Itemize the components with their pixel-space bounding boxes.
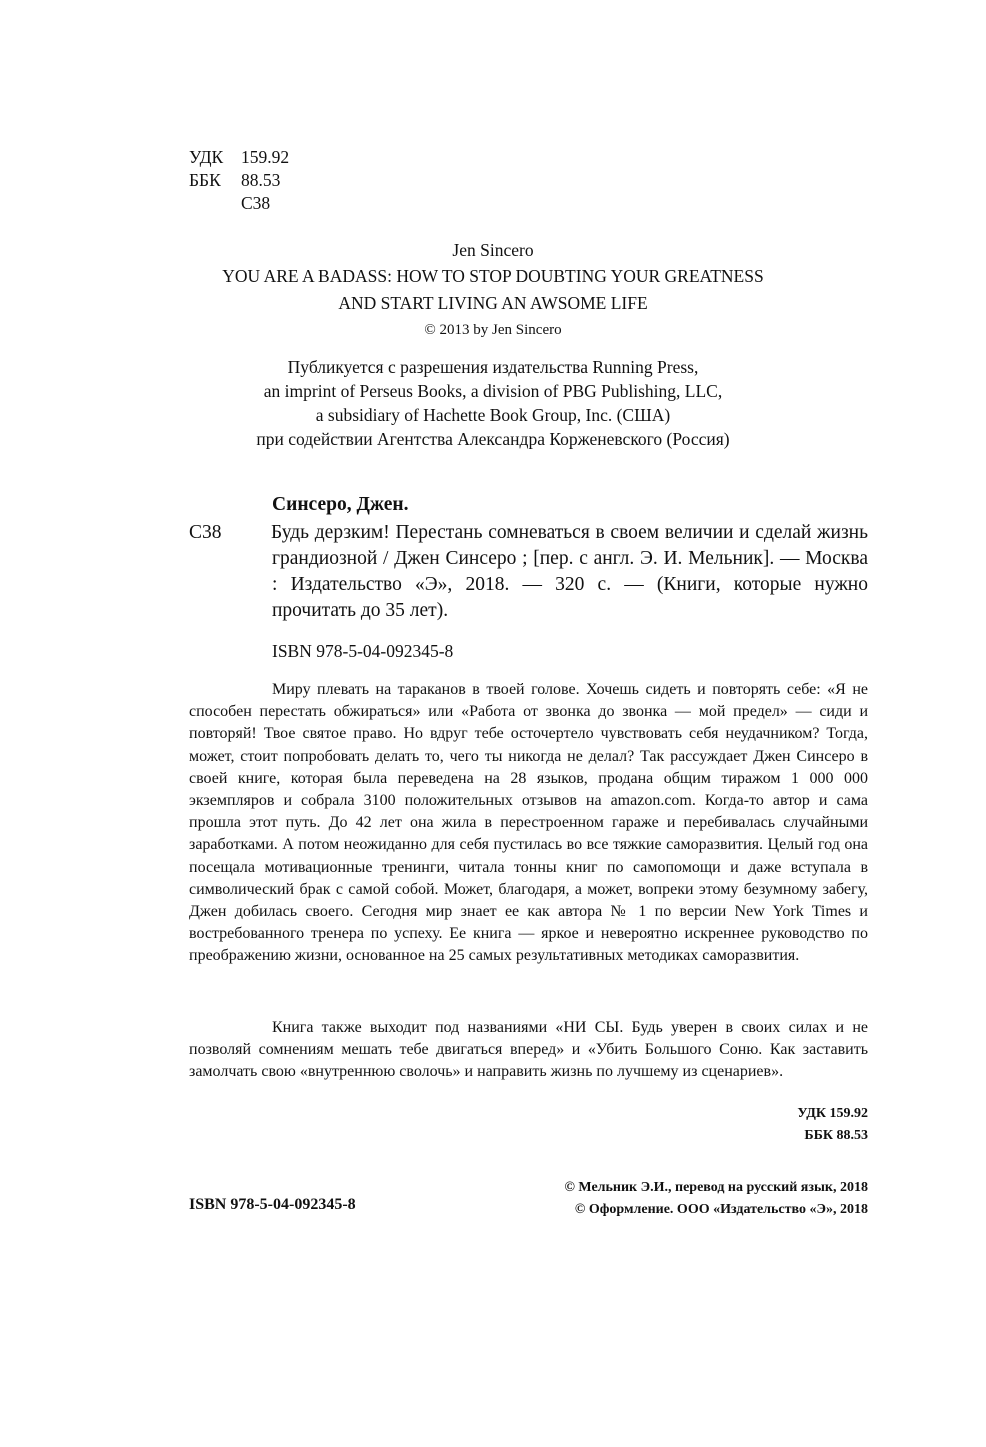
footer-bbk: ББК 88.53 (804, 1128, 868, 1143)
bbk-label: ББК (189, 170, 221, 190)
author-sign: С38 (241, 193, 271, 213)
catalog-code: С38 (189, 522, 222, 543)
classification-codes (189, 146, 289, 215)
permission-line-4: при содействии Агентства Александра Корженевского (Россия) (256, 429, 730, 449)
catalog-isbn: ISBN 978-5-04-092345-8 (272, 641, 454, 661)
original-title-line-1: YOU ARE A BADASS: HOW TO STOP DOUBTING YOUR GREATNESS (222, 266, 764, 286)
annotation-paragraph-1: Миру плевать на тараканов в твоей голове. Хочешь сидеть и повторять себе: «Я не способен перестать обжираться» или «Работа от звонка до звонка — мой предел» — сиди и повторяй! Твое святое право. Но вдруг тебе осточертело чувствовать себя неудачником? Тогда, может, стоит попробовать делать то, чего ты никогда не делал? Так рассуждает Джен Синсеро в своей книге, которая была переведена на 28 языков, продана общим тиражом 1 000 000 экземпляров и собрала 3100 положительных отзывов на amazon.com. Когда-то автор и сама прошла этот путь. До 42 лет она жила в перестроенном гараже и перебивалась случайными заработками. А потом неожиданно для себя пустилась во все тяжкие саморазвития. Целый год она посещала мотивационные тренинги, читала тонны книг по самопомощи и даже вступала в символический брак с самой собой. Может, благодаря, а может, вопреки этому безумному забегу, Джен добилась своего. Сегодня мир знает ее как автора № 1 по версии New York Times и востребованного тренера по успеху. Ее книга — яркое и невероятно искреннее руководство по преображению жизни, основанное на 25 самых результативных методиках саморазвития. (189, 681, 868, 965)
permission-line-3: a subsidiary of Hachette Book Group, Inc. (США) (315, 405, 671, 425)
permission-line-2: an imprint of Perseus Books, a division of PBG Publishing, LLC, (263, 381, 723, 401)
udk-row (189, 146, 289, 169)
footer-isbn: ISBN 978-5-04-092345-8 (189, 1196, 356, 1213)
catalog-author-heading: Синсеро, Джен. (272, 494, 409, 515)
udk-label: УДК (189, 147, 224, 167)
permission-line-1: Публикуется с разрешения издательства Running Press, (287, 357, 699, 377)
catalog-entry: Будь дерзким! Перестань сомневаться в своем величии и сделай жизнь грандиозной / Джен Синсеро ; [пер. с англ. Э. И. Мельник]. — Москва : Издательство «Э», 2018. — 320 с. — (Книги, которые нужно прочитать до 35 лет). (271, 522, 868, 621)
original-copyright: © 2013 by Jen Sincero (424, 322, 562, 338)
bbk-row (189, 169, 289, 192)
footer-codes (797, 1103, 868, 1147)
udk-value: 159.92 (241, 147, 290, 167)
copyright-translation: © Мельник Э.И., перевод на русский язык, 2018 (564, 1180, 868, 1195)
footer-udk: УДК 159.92 (797, 1106, 868, 1121)
copyright-design: © Оформление. ООО «Издательство «Э», 2018 (574, 1202, 868, 1217)
original-title-line-2: AND START LIVING AN AWSOME LIFE (338, 293, 648, 313)
annotation-paragraph-2: Книга также выходит под названиями «НИ СЫ. Будь уверен в своих силах и не позволяй сомнениям мешать тебе двигаться вперед» и «Убить Большого Соню. Как заставить замолчать свою «внутреннюю сволочь» и направить жизнь по лучшему из сценариев». (189, 1019, 868, 1081)
author-sign-row (189, 192, 289, 215)
footer-copyrights (564, 1177, 868, 1221)
bbk-value: 88.53 (241, 170, 281, 190)
original-author: Jen Sincero (452, 240, 534, 260)
